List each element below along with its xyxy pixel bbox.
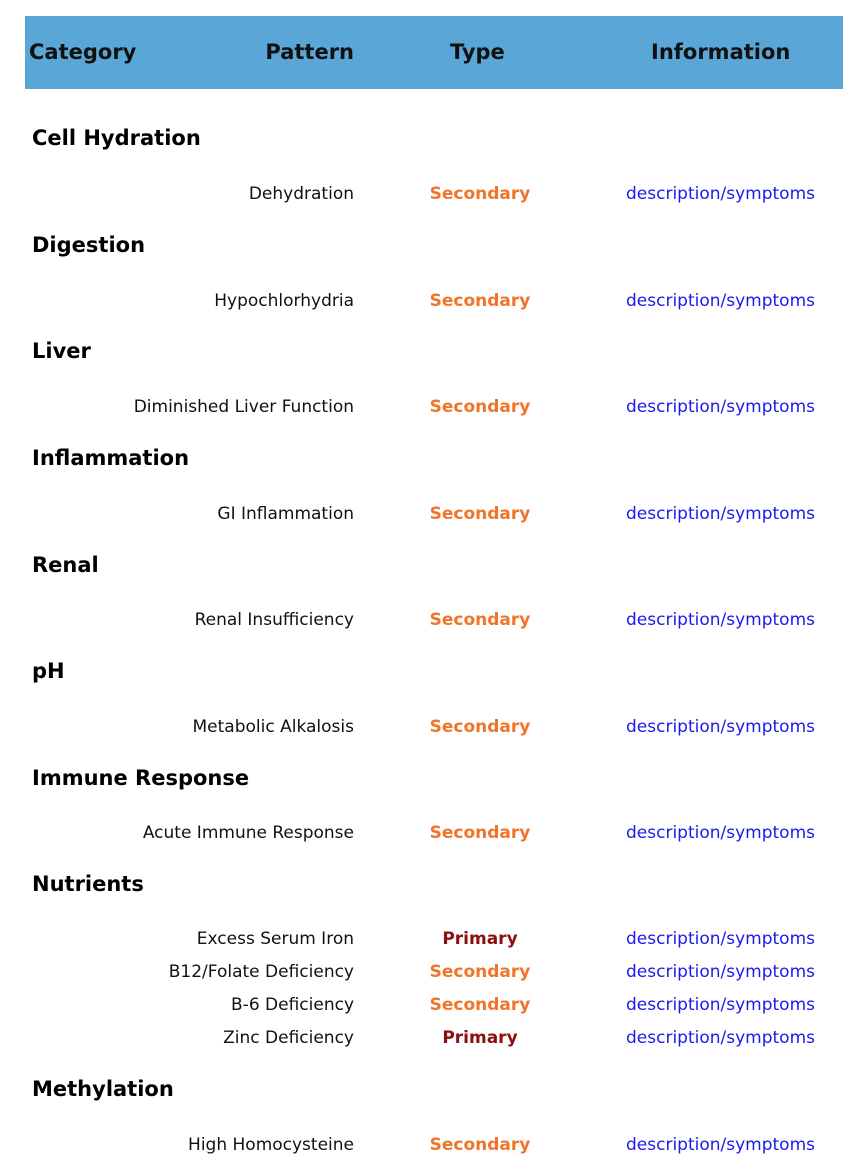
category-heading: Inflammation xyxy=(32,446,190,470)
category-heading: Renal xyxy=(32,553,99,577)
description-symptoms-link[interactable]: description/symptoms xyxy=(626,929,816,949)
category-heading: Cell Hydration xyxy=(32,126,201,150)
table-row xyxy=(0,1130,865,1160)
type-cell: Secondary xyxy=(429,1135,531,1155)
pattern-cell: B12/Folate Deficiency xyxy=(168,962,354,982)
category-heading: pH xyxy=(32,659,65,683)
description-symptoms-link[interactable]: description/symptoms xyxy=(626,1028,816,1048)
type-cell: Secondary xyxy=(429,610,531,630)
header-category: Category xyxy=(29,40,137,64)
table-row xyxy=(0,179,865,209)
table-row xyxy=(0,1023,865,1053)
type-cell: Secondary xyxy=(429,184,531,204)
table-row xyxy=(0,924,865,954)
description-symptoms-link[interactable]: description/symptoms xyxy=(626,504,816,524)
description-symptoms-link[interactable]: description/symptoms xyxy=(626,397,816,417)
description-symptoms-link[interactable]: description/symptoms xyxy=(626,823,816,843)
pattern-cell: High Homocysteine xyxy=(188,1135,354,1155)
category-heading: Liver xyxy=(32,339,91,363)
description-symptoms-link[interactable]: description/symptoms xyxy=(626,610,816,630)
type-cell: Secondary xyxy=(429,397,531,417)
pattern-cell: Excess Serum Iron xyxy=(196,929,354,949)
pattern-cell: Zinc Deficiency xyxy=(223,1028,354,1048)
description-symptoms-link[interactable]: description/symptoms xyxy=(626,184,816,204)
pattern-cell: B-6 Deficiency xyxy=(231,995,354,1015)
table-header xyxy=(25,16,843,89)
table-row xyxy=(0,957,865,987)
table-row xyxy=(0,818,865,848)
type-cell: Primary xyxy=(442,1028,518,1048)
header-type: Type xyxy=(450,40,505,64)
table-row xyxy=(0,286,865,316)
pattern-cell: Acute Immune Response xyxy=(142,823,354,843)
category-heading: Nutrients xyxy=(32,872,144,896)
table-row xyxy=(0,605,865,635)
description-symptoms-link[interactable]: description/symptoms xyxy=(626,291,816,311)
type-cell: Secondary xyxy=(429,995,531,1015)
pattern-cell: Metabolic Alkalosis xyxy=(192,717,354,737)
pattern-cell: Renal Insufficiency xyxy=(194,610,354,630)
table-row xyxy=(0,990,865,1020)
header-information: Information xyxy=(651,40,791,64)
table-row xyxy=(0,499,865,529)
description-symptoms-link[interactable]: description/symptoms xyxy=(626,995,816,1015)
description-symptoms-link[interactable]: description/symptoms xyxy=(626,962,816,982)
type-cell: Secondary xyxy=(429,504,531,524)
category-heading: Digestion xyxy=(32,233,146,257)
pattern-cell: GI Inflammation xyxy=(217,504,354,524)
pattern-cell: Hypochlorhydria xyxy=(214,291,354,311)
type-cell: Secondary xyxy=(429,717,531,737)
category-heading: Immune Response xyxy=(32,766,250,790)
type-cell: Secondary xyxy=(429,291,531,311)
type-cell: Primary xyxy=(442,929,518,949)
description-symptoms-link[interactable]: description/symptoms xyxy=(626,1135,816,1155)
table-row xyxy=(0,712,865,742)
header-pattern: Pattern xyxy=(265,40,354,64)
type-cell: Secondary xyxy=(429,823,531,843)
pattern-cell: Dehydration xyxy=(248,184,354,204)
table-row xyxy=(0,392,865,422)
description-symptoms-link[interactable]: description/symptoms xyxy=(626,717,816,737)
type-cell: Secondary xyxy=(429,962,531,982)
category-heading: Methylation xyxy=(32,1077,174,1101)
pattern-cell: Diminished Liver Function xyxy=(133,397,354,417)
